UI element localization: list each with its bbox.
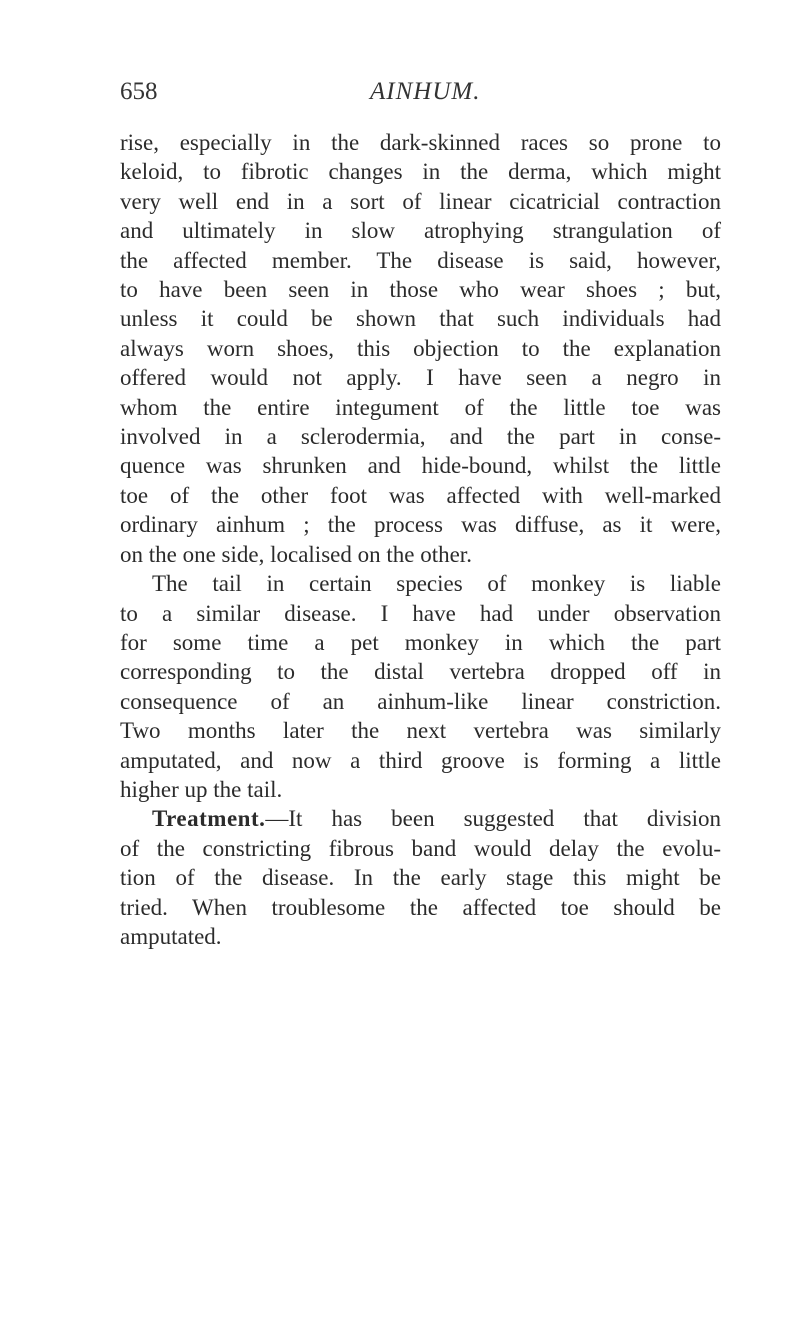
body-text [120,128,721,951]
text-line: to have been seen in those who wear shoes ; but, [120,277,721,303]
text-line: whom the entire integument of the little toe was [120,394,721,420]
text-line [120,804,721,833]
text-run: —It has been suggested that division [265,806,721,832]
text-line: ordinary ainhum ; the process was diffuse, as it were, [120,512,721,538]
text-line: toe of the other foot was affected with well-marked [120,482,721,508]
text-line: and ultimately in slow atrophying strangulation of [120,218,721,244]
text-line: unless it could be shown that such individuals had [120,306,721,332]
text-line: very well end in a sort of linear cicatricial contraction [120,188,721,214]
text-line: Two months later the next vertebra was similarly [120,718,721,744]
text-line: always worn shoes, this objection to the explanation [120,335,721,361]
paragraph [120,569,721,804]
text-line: offered would not apply. I have seen a negro in [120,365,721,391]
text-line: tried. When troublesome the affected toe should be [120,894,721,920]
paragraph [120,128,721,569]
text-line: higher up the tail. [120,776,283,802]
running-title: AINHUM. [370,78,481,105]
text-line: consequence of an ainhum-like linear constriction. [120,688,721,714]
page-number: 658 [120,78,158,105]
text-line: tion of the disease. In the early stage this might be [120,865,721,891]
text-line: amputated, and now a third groove is forming a little [120,747,721,773]
section-heading: Treatment. [152,806,266,832]
text-line: quence was shrunken and hide-bound, whilst the little [120,453,721,479]
text-line: amputated. [120,923,222,949]
text-line: to a similar disease. I have had under observation [120,600,721,626]
text-line: rise, especially in the dark-skinned races so prone to [120,130,721,155]
text-line: the affected member. The disease is said, however, [120,247,721,273]
text-line: keloid, to fibrotic changes in the derma, which might [120,159,721,185]
text-line: The tail in certain species of monkey is liable [152,571,721,597]
text-line: for some time a pet monkey in which the part [120,629,721,655]
text-line: corresponding to the distal vertebra dropped off in [120,659,721,685]
text-line: involved in a sclerodermia, and the part in conse- [120,424,721,450]
text-line: on the one side, localised on the other. [120,541,472,567]
page-header [120,78,720,118]
text-line: of the constricting fibrous band would delay the evolu- [120,835,721,861]
paragraph [120,804,721,951]
